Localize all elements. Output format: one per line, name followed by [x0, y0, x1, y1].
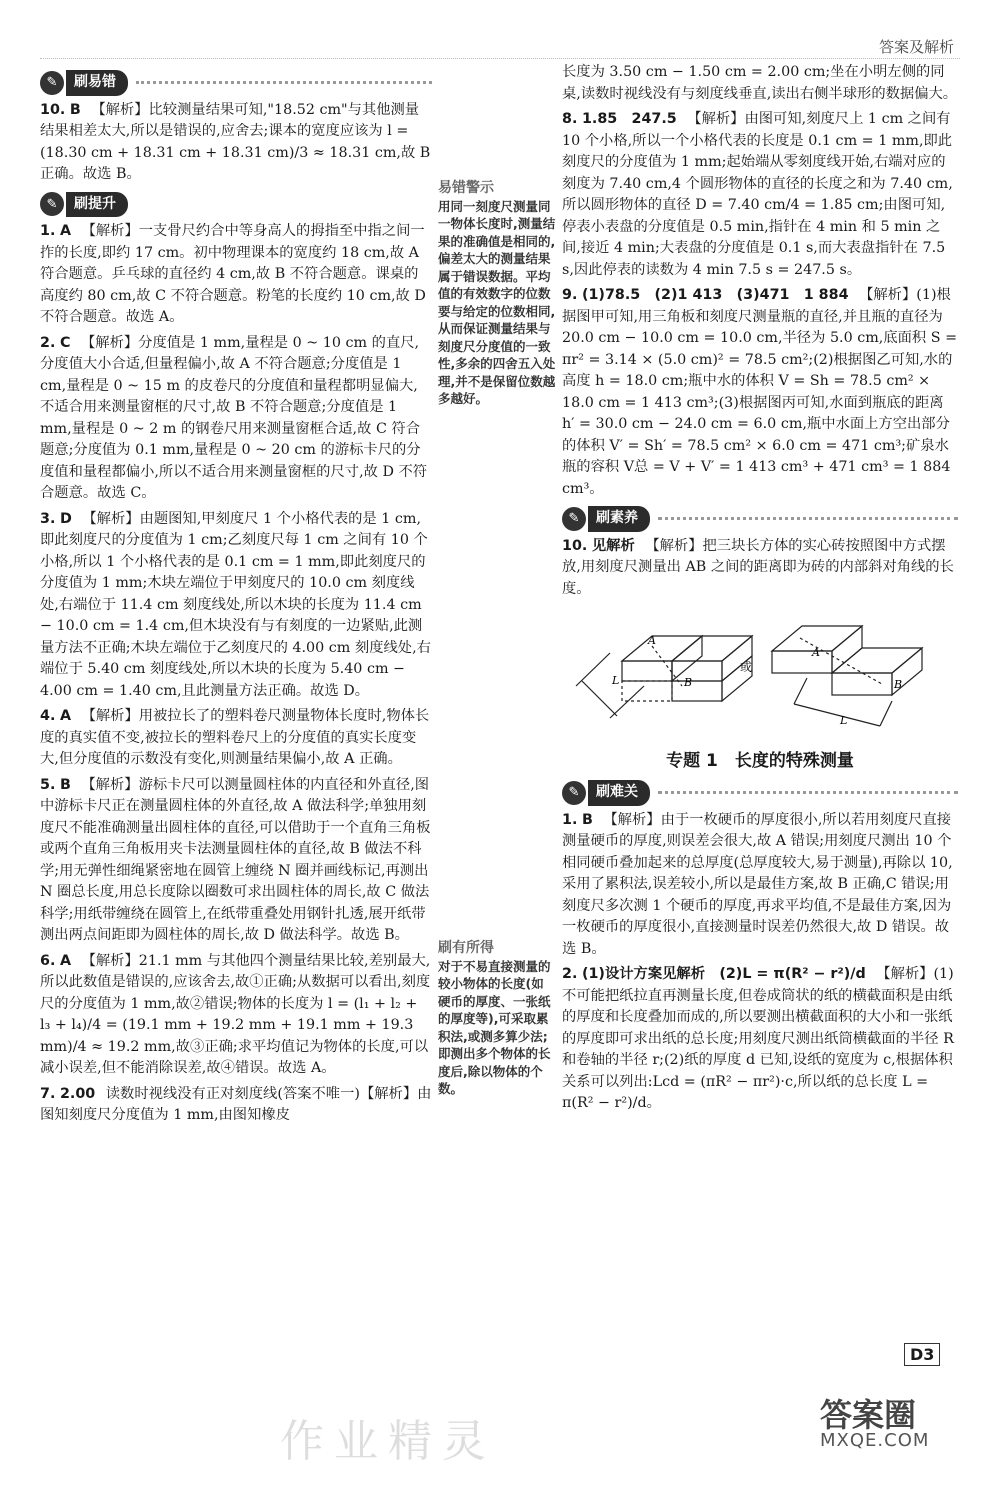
explanation-text: 【解析】比较测量结果可知,"18.52 cm"与其他测量结果相差太大,所以是错误的,应舍去;课本的宽度应该为 l = (18.30 cm + 18.31 cm + 18.31 cm)/3 ≈ 18.31 cm,故 B 正确。故选 B。 [40, 101, 431, 182]
question-item [40, 1084, 432, 1127]
brush-icon: ✎ [562, 781, 586, 805]
watermark-site: MXQE.COM [820, 1430, 930, 1451]
explanation-text: 【解析】由于一枚硬币的厚度很小,所以若用刻度尺直接测量硬币的厚度,则误差会很大,故 A 错误;用刻度尺测出 10 个相同硬币叠加起来的总厚度(总厚度较大,易于测量),再除以 10,采用了累积法,误差较小,所以是最佳方案,故 B 正确,C 错误;用刻度尺多次测 1 个硬币的厚度,再求平均值,不是最佳方案,因为一枚硬币的厚度很小,直接测量时误差仍然很大,故 D 错误。故选 B。 [562, 811, 953, 957]
explanation-text: 【解析】把三块长方体的实心砖按照图中方式摆放,用刻度尺测量出 AB 之间的距离即为砖的内部斜对角线的长度。 [562, 537, 954, 597]
label-L: L [612, 674, 620, 687]
explanation-text: 【解析】分度值是 1 mm,量程是 0 ~ 10 cm 的直尺,分度值大小合适,但量程偏小,故 A 不符合题意;分度值是 1 cm,量程是 0 ~ 15 m 的皮卷尺的分度值和量程都明显偏大,不适合用来测量窗框的尺寸,故 B 不符合题意;分度值是 1 mm,量程是 0 ~ 2 m 的钢卷尺用来测量窗框合适,故 C 符合题意;分度值为 0.1 mm,量程是 0 ~ 20 cm 的游标卡尺的分度值和量程都偏小,所以不适合用来测量窗框的尺寸,故 D 不符合题意。故选 C。 [40, 334, 428, 501]
question-item [40, 221, 432, 329]
answer-choice: B [581, 811, 593, 828]
answer-choice: A [59, 708, 72, 724]
dotted-rule [658, 517, 958, 520]
brick-diagram [562, 606, 958, 739]
section-title: 专题 1 长度的特殊测量 [666, 750, 854, 771]
question-number: 10. [40, 101, 66, 118]
explanation-text: 读数时视线没有正对刻度线(答案不唯一)【解析】由图知刻度尺分度值为 1 mm,由图知橡皮 [40, 1085, 432, 1123]
gain-box [438, 940, 556, 1098]
answer-choice: 见解析 [591, 537, 635, 554]
badge-nanguan [562, 780, 958, 806]
watermark-logo: 答案圈 [820, 1396, 917, 1434]
answer-choice: B [69, 101, 81, 118]
explanation-text: 【解析】游标卡尺可以测量圆柱体的内直径和外直径,图中游标卡尺正在测量圆柱体的外直径,故 A 做法科学;单独用刻度尺不能准确测量出圆柱体的直径,可以借助于一个直角三角板或两个直角三角板用夹卡法测量圆柱体的直径,故 B 做法不科学;用无弹性细绳紧密地在圆管上缠绕 N 圈并画线标记,再测出 N 圈总长度,用总长度除以圈数可求出圆柱体的周长,故 C 做法科学;用纸带缠绕在圆管上,在纸带重叠处用钢针扎透,展开纸带测出两点间距即为圆柱体的周长,故 D 做法科学。故选 B。 [40, 776, 431, 943]
badge-label: 刷易错 [66, 70, 128, 96]
label-L: L [840, 714, 848, 727]
question-item [40, 951, 432, 1080]
question-number: 10. [562, 537, 588, 554]
dotted-rule [658, 791, 958, 794]
brush-icon: ✎ [562, 507, 586, 531]
diagonal-AB [800, 638, 882, 684]
explanation-text: 【解析】用被拉长了的塑料卷尺测量物体长度时,物体长度的真实值不变,被拉长的塑料卷尺上的分度值的真实长度变大,但分度值的示数没有变化,则测量结果偏小,故 A 正确。 [40, 708, 430, 767]
page-number: D3 [904, 1343, 940, 1366]
brick-top-face [622, 636, 702, 661]
answer-choice: A [59, 952, 72, 969]
answer-choice: (1)设计方案见解析 (2)L = π(R² − r²)/d [581, 966, 866, 982]
gain-text: 对于不易直接测量的较小物体的长度(如硬币的厚度、一张纸的厚度等),可采取累积法,或测多算少法;即测出多个物体的长度后,除以物体的个数。 [438, 958, 551, 1096]
question-number: 6. [40, 952, 56, 969]
badge-yicuo [40, 70, 432, 96]
label-B: B [894, 678, 903, 691]
question-number: 8. [562, 111, 578, 127]
label-or: 或 [740, 660, 753, 674]
left-column [40, 64, 432, 1131]
explanation-text: 【解析】由图可知,刻度尺上 1 cm 之间有 10 个小格,所以一个小格代表的长度是 0.1 cm = 1 mm,即此刻度尺的分度值为 1 mm;起始端从零刻度线开始,右端对应的刻度为 7.40 cm,4 个圆形物体的直径的长度之和为 7.40 cm,所以圆形物体的直径 D = 7.40 cm/4 = 1.85 cm;由图可知,停表小表盘的分度值是 0.5 min,指针在 4 min 和 5 min 之间,接近 4 min;大表盘的分度值是 0.1 s,而大表盘指针在 7.5 s,因此停表的读数为 4 min 7.5 s = 247.5 s。 [562, 111, 953, 278]
question-item [562, 285, 958, 500]
question-item [40, 775, 432, 947]
answer-choice: 2.00 [59, 1085, 96, 1102]
question-number: 3. [40, 510, 56, 527]
brick [672, 661, 722, 681]
explanation-text: 【解析】一支骨尺约合中等身高人的拇指至中指之间一拃的长度,即约 17 cm。初中物理课本的宽度约 18 cm,故 A 符合题意。乒乓球的直径约 4 cm,故 B 不符合题意。课桌的高度约 80 cm,故 C 不符合题意。粉笔的长度约 10 cm,故 D 不符合题意。故选 A。 [40, 223, 426, 325]
answer-choice: 1.85 247.5 [581, 111, 677, 127]
diagonal-AB [652, 646, 682, 686]
right-column [562, 60, 958, 1119]
answer-choice: A [59, 223, 72, 239]
question-item [40, 509, 432, 703]
explanation-text: 【解析】(1)不可能把纸拉直再测量长度,但卷成筒状的纸的横截面积是由纸的厚度和长度叠加而成的,所以要测出横截面积的大小和一张纸的厚度即可求出纸的总长度;用刻度尺测出纸筒横截面的半径 R 和卷轴的半径 r;(2)纸的厚度 d 已知,设纸的宽度为 c,根据体积关系可以列出:Lcd = (πR² − πr²)·c,所以纸的总长度 L = π(R² − r²)/d。 [562, 966, 954, 1111]
question-item [562, 964, 958, 1115]
explanation-text: 【解析】(1)根据图甲可知,用三角板和刻度尺测量瓶的直径,并且瓶的直径为 20.0 cm − 10.0 cm = 10.0 cm,半径为 5.0 cm,底面积 S = πr² = 3.14 × (5.0 cm)² = 78.5 cm²;(2)根据图乙可知,水的高度 h = 18.0 cm;瓶中水的体积 V = Sh = 78.5 cm² × 18.0 cm = 1 413 cm³;(3)根据图丙可知,水面到瓶底的距离 h′ = 30.0 cm − 24.0 cm = 6.0 cm,瓶中水面上方空出部分的体积 V′ = Sh′ = 78.5 cm² × 6.0 cm = 471 cm³;矿泉水瓶的容积 V总 = V + V′ = 1 413 cm³ + 471 cm³ = 1 884 cm³。 [562, 287, 958, 497]
question-number: 9. [562, 287, 578, 303]
answer-choice: (1)78.5 (2)1 413 (3)471 1 884 [581, 287, 849, 303]
question-item [562, 109, 958, 281]
gain-title: 刷有所得 [438, 940, 494, 956]
question-number: 7. [40, 1085, 56, 1102]
question-number: 4. [40, 708, 56, 724]
badge-label: 刷素养 [588, 506, 650, 532]
question-number: 2. [562, 966, 578, 982]
answer-choice: D [59, 510, 72, 527]
label-B: B [684, 676, 693, 689]
question-number: 5. [40, 776, 56, 793]
badge-label: 刷提升 [66, 192, 128, 218]
question-item [40, 333, 432, 505]
question-number: 1. [40, 223, 56, 239]
brush-icon: ✎ [40, 71, 64, 95]
label-A: A [648, 634, 656, 647]
error-alert-box [438, 180, 556, 408]
dotted-rule [136, 81, 432, 84]
question-item [562, 536, 958, 601]
badge-suyang [562, 506, 958, 532]
question-item [40, 100, 432, 186]
question-item [40, 706, 432, 771]
alert-text: 用同一刻度尺测量同一物体长度时,测量结果的准确值是相同的,偏差太大的测量结果属于错误数据。平均值的有效数字的位数要与给定的位数相同,从而保证测量结果与刻度尺分度值的一致性,多余的四舍五入处理,并不是保留位数越多越好。 [438, 198, 556, 406]
alert-title: 易错警示 [438, 180, 494, 196]
answer-choice: C [59, 334, 71, 351]
badge-tisheng [40, 192, 432, 218]
question-item [562, 62, 958, 105]
question-item [562, 810, 958, 961]
explanation-text: 【解析】由题图知,甲刻度尺 1 个小格代表的是 1 cm,即此刻度尺的分度值为 1 cm;乙刻度尺每 1 cm 之间有 10 个小格,所以 1 个小格代表的是 0.1 cm = 1 mm,即此刻度尺的分度值为 1 mm;木块左端位于甲刻度尺的 10.0 cm 刻度线处,右端位于 11.4 cm 刻度线处,所以木块的长度为 11.4 cm − 10.0 cm = 1.4 cm,但木块没有与有刻度的一边紧贴,此测量方法不正确;木块左端位于乙刻度尺的 4.00 cm 刻度线处,右端位于 5.40 cm 刻度线处,所以木块的长度为 5.40 cm − 4.00 cm = 1.40 cm,且此测量方法正确。故选 D。 [40, 510, 431, 699]
question-number: 2. [40, 334, 56, 351]
brush-icon: ✎ [40, 192, 64, 216]
question-number: 1. [562, 811, 578, 828]
header-title: 答案及解析 [878, 38, 954, 56]
label-A: A [812, 646, 820, 659]
header-divider [40, 58, 960, 59]
faint-watermark: 作业精灵 [280, 1416, 496, 1467]
explanation-text: 长度为 3.50 cm − 1.50 cm = 2.00 cm;坐在小明左侧的同桌,读数时视线没有与刻度线垂直,读出右侧半球形的数据偏大。 [562, 64, 958, 102]
answer-choice: B [59, 776, 71, 793]
explanation-text: 【解析】21.1 mm 与其他四个测量结果比较,差别最大,所以此数值是错误的,应该舍去,故①正确;从数据可以看出,刻度尺的分度值为 1 mm,故②错误;物体的长度为 l = (l₁ + l₂ + l₃ + l₄)/4 = (19.1 mm + 19.2 mm + 19.1 mm + 19.3 mm)/4 ≈ 19.2 mm,故③正确;求平均值记为物体的长度,可以减小误差,但不能消除误差,故④错误。故选 A。 [40, 952, 431, 1076]
brick [672, 681, 722, 701]
badge-label: 刷难关 [588, 780, 650, 806]
